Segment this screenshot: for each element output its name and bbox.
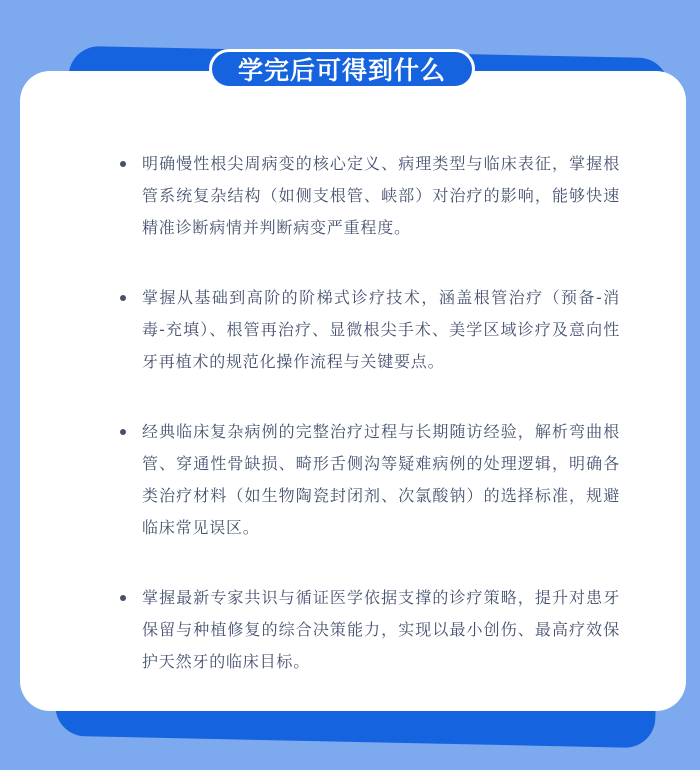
list-item — [120, 416, 620, 544]
list-item-text: 经典临床复杂病例的完整治疗过程与长期随访经验，解析弯曲根管、穿通性骨缺损、畸形舌侧沟等疑难病例的处理逻辑，明确各类治疗材料（如生物陶瓷封闭剂、次氯酸钠）的选择标准，规避临床常见误区。 — [142, 422, 620, 537]
list-item-text: 掌握最新专家共识与循证医学依据支撑的诊疗策略，提升对患牙保留与种植修复的综合决策能力，实现以最小创伤、最高疗效保护天然牙的临床目标。 — [142, 588, 620, 671]
list-item — [120, 148, 620, 244]
list-item — [120, 582, 620, 678]
list-item-text: 明确慢性根尖周病变的核心定义、病理类型与临床表征，掌握根管系统复杂结构（如侧支根管、峡部）对治疗的影响，能够快速精准诊断病情并判断病变严重程度。 — [142, 154, 620, 237]
page-title: 学完后可得到什么 — [209, 49, 475, 89]
list-item-text: 掌握从基础到高阶的阶梯式诊疗技术，涵盖根管治疗（预备-消毒-充填）、根管再治疗、显微根尖手术、美学区域诊疗及意向性牙再植术的规范化操作流程与关键要点。 — [142, 288, 620, 371]
list-item — [120, 282, 620, 378]
benefits-list — [120, 148, 620, 716]
bullet-icon — [120, 595, 126, 601]
bullet-icon — [120, 295, 126, 301]
bullet-icon — [120, 429, 126, 435]
bullet-icon — [120, 161, 126, 167]
